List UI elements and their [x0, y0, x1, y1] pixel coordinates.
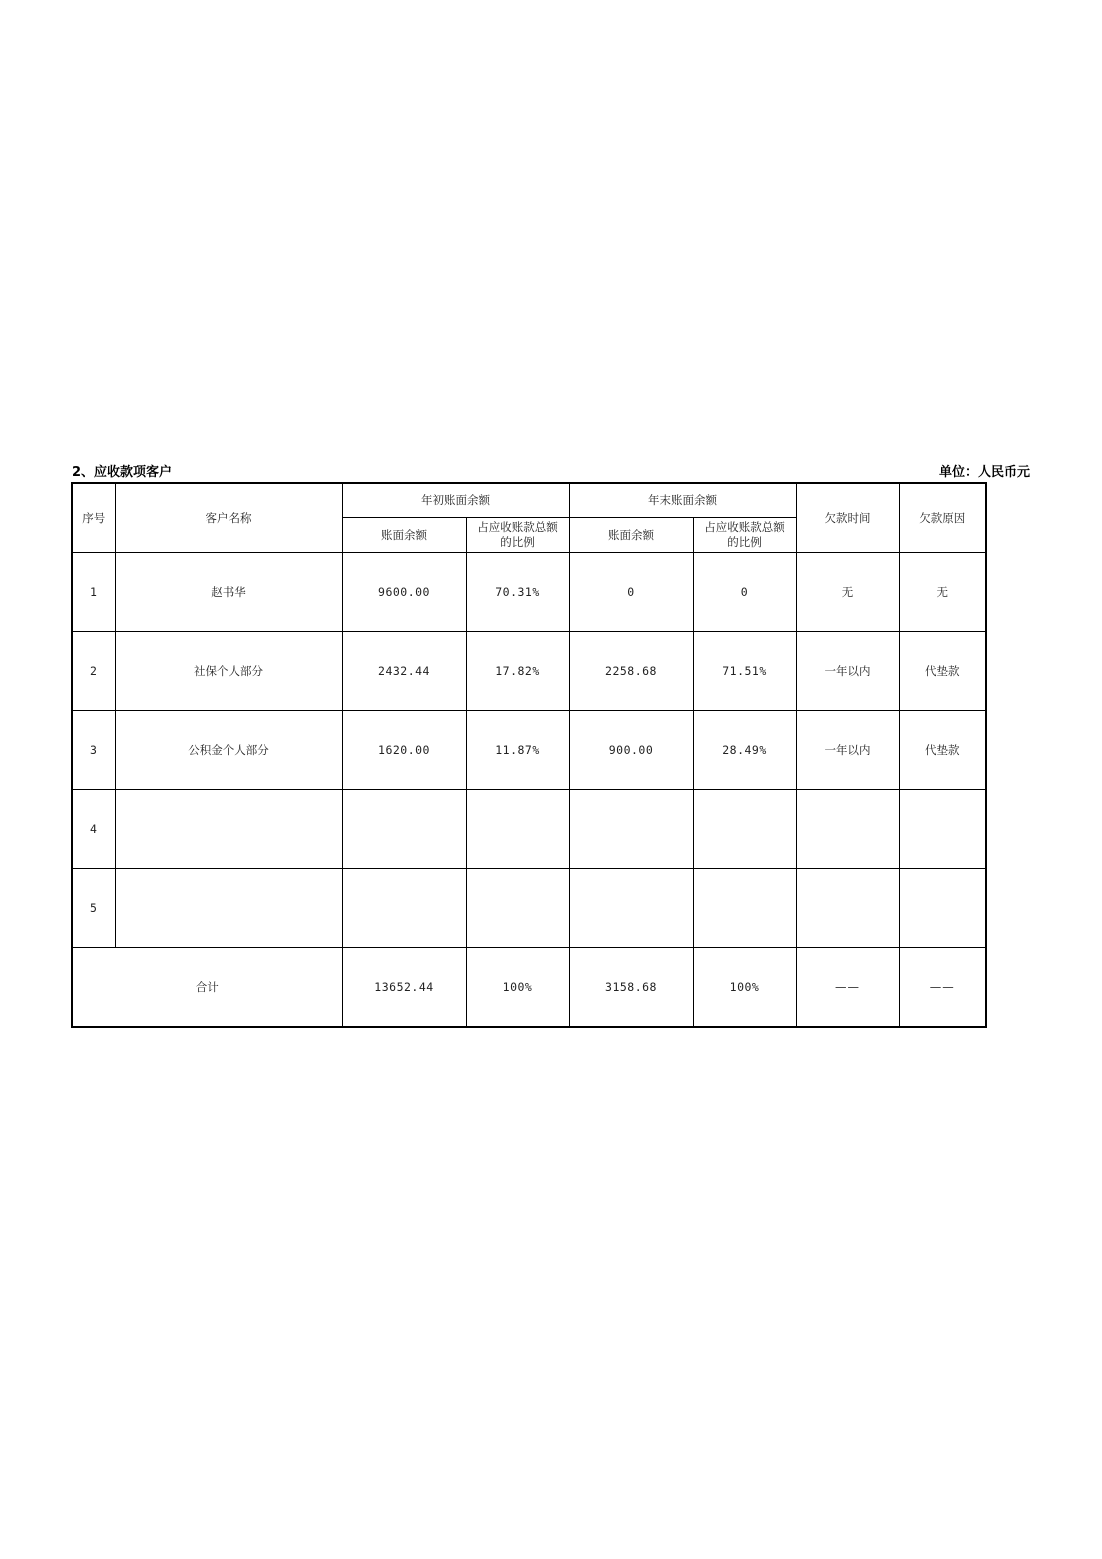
- cell-end-balance: [569, 869, 693, 948]
- total-reason: ——: [899, 948, 986, 1028]
- table-row: [72, 790, 986, 869]
- cell-begin-ratio: 70.31%: [466, 553, 569, 632]
- section-title: 2、应收款项客户: [72, 465, 173, 480]
- cell-end-ratio: [693, 869, 796, 948]
- header-end-balance: 账面余额: [569, 518, 693, 553]
- cell-seq: 4: [72, 790, 115, 869]
- cell-begin-balance: [342, 790, 466, 869]
- header-ratio-line1: 占应收账款总额: [477, 520, 558, 534]
- cell-time: 无: [796, 553, 899, 632]
- total-begin-ratio: 100%: [466, 948, 569, 1028]
- cell-end-ratio: 71.51%: [693, 632, 796, 711]
- header-end-group: 年末账面余额: [569, 483, 796, 518]
- cell-begin-balance: 1620.00: [342, 711, 466, 790]
- cell-seq: 1: [72, 553, 115, 632]
- cell-time: 一年以内: [796, 632, 899, 711]
- total-end-balance: 3158.68: [569, 948, 693, 1028]
- table-row: [72, 632, 986, 711]
- cell-time: 一年以内: [796, 711, 899, 790]
- receivables-table: [71, 482, 987, 1028]
- header-ratio-line1: 占应收账款总额: [704, 520, 785, 534]
- cell-end-ratio: 0: [693, 553, 796, 632]
- header-arrears-reason: 欠款原因: [899, 483, 986, 553]
- table-header: [72, 483, 986, 553]
- table-body: [72, 553, 986, 1028]
- total-begin-balance: 13652.44: [342, 948, 466, 1028]
- table-row: [72, 711, 986, 790]
- header-end-ratio: [693, 518, 796, 553]
- cell-time: [796, 790, 899, 869]
- header-begin-ratio: [466, 518, 569, 553]
- cell-begin-ratio: [466, 790, 569, 869]
- table-row: [72, 553, 986, 632]
- cell-begin-balance: [342, 869, 466, 948]
- cell-reason: 代垫款: [899, 632, 986, 711]
- cell-customer: 赵书华: [115, 553, 342, 632]
- header-begin-balance: 账面余额: [342, 518, 466, 553]
- cell-seq: 2: [72, 632, 115, 711]
- cell-begin-ratio: 17.82%: [466, 632, 569, 711]
- cell-end-balance: 900.00: [569, 711, 693, 790]
- cell-begin-balance: 2432.44: [342, 632, 466, 711]
- cell-end-balance: 2258.68: [569, 632, 693, 711]
- header-customer: 客户名称: [115, 483, 342, 553]
- header-arrears-time: 欠款时间: [796, 483, 899, 553]
- cell-end-ratio: 28.49%: [693, 711, 796, 790]
- total-end-ratio: 100%: [693, 948, 796, 1028]
- header-begin-group: 年初账面余额: [342, 483, 569, 518]
- cell-customer: 社保个人部分: [115, 632, 342, 711]
- cell-begin-ratio: [466, 869, 569, 948]
- cell-reason: [899, 869, 986, 948]
- cell-end-balance: 0: [569, 553, 693, 632]
- cell-seq: 3: [72, 711, 115, 790]
- cell-reason: 无: [899, 553, 986, 632]
- cell-customer: [115, 790, 342, 869]
- cell-seq: 5: [72, 869, 115, 948]
- cell-end-ratio: [693, 790, 796, 869]
- table-row: [72, 869, 986, 948]
- cell-begin-ratio: 11.87%: [466, 711, 569, 790]
- total-label: 合计: [72, 948, 342, 1028]
- header-ratio-line2: 的比例: [500, 535, 535, 549]
- total-time: ——: [796, 948, 899, 1028]
- cell-customer: [115, 869, 342, 948]
- cell-time: [796, 869, 899, 948]
- total-row: [72, 948, 986, 1028]
- header-ratio-line2: 的比例: [727, 535, 762, 549]
- unit-label: 单位：人民币元: [938, 465, 1030, 480]
- cell-begin-balance: 9600.00: [342, 553, 466, 632]
- cell-customer: 公积金个人部分: [115, 711, 342, 790]
- cell-end-balance: [569, 790, 693, 869]
- header-seq: 序号: [72, 483, 115, 553]
- cell-reason: [899, 790, 986, 869]
- cell-reason: 代垫款: [899, 711, 986, 790]
